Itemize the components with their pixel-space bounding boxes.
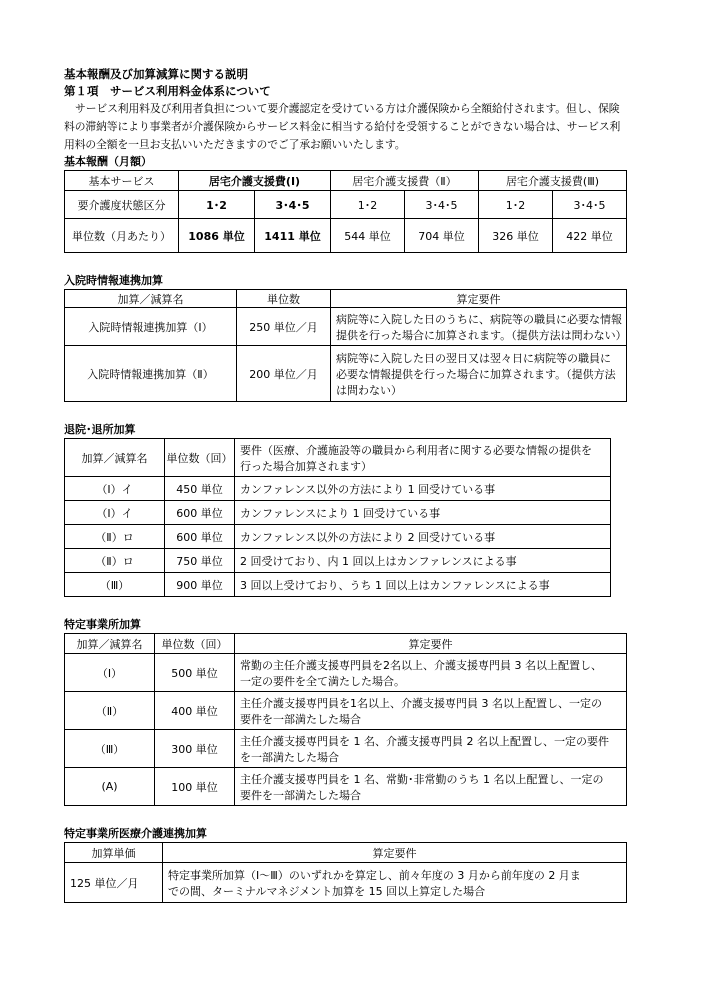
addition-units: 100 単位	[155, 768, 235, 806]
service-label: 基本サービス	[65, 171, 179, 191]
requirement-line: 主任介護支援専門員を 1 名、介護支援専門員 2 名以上配置し、一定の要件	[240, 734, 609, 748]
requirement-line: 病院等に入院した日の翌日又は翌々日に病院等の職員に	[336, 351, 611, 365]
document-title: 基本報酬及び加算減算に関する説明	[64, 67, 248, 81]
addition-name: (A)	[65, 768, 155, 806]
requirement-line: 病院等に入院した日のうちに、病院等の職員に必要な情報	[336, 312, 622, 326]
level-cell: 1･2	[479, 191, 553, 219]
header-cell	[235, 439, 611, 477]
requirement-line: 要件を一部満たした場合	[240, 788, 361, 802]
addition-name: （Ⅰ）	[65, 654, 155, 692]
addition-units: 125 単位／月	[65, 863, 163, 903]
units-cell: 422 単位	[553, 219, 627, 253]
addition-requirement: 3 回以上受けており、うち 1 回以上はカンファレンスによる事	[235, 573, 611, 597]
level-cell: 3･4･5	[553, 191, 627, 219]
requirement-line: 提供を行った場合に加算されます。（提供方法は問わない）	[336, 328, 627, 342]
requirement-line: を一部満たした場合	[240, 750, 339, 764]
addition-requirement: カンファレンス以外の方法により 1 回受けている事	[235, 477, 611, 501]
service-type-1: 居宅介護支援費(Ⅰ)	[179, 171, 331, 191]
addition-name: （Ⅰ）イ	[65, 501, 165, 525]
requirement-line: 特定事業所加算（Ⅰ～Ⅲ）のいずれかを算定し、前々年度の 3 月から前年度の 2 月ま	[168, 868, 581, 882]
specific-heading: 特定事業所加算	[64, 618, 141, 631]
service-type-2: 居宅介護支援費（Ⅱ）	[331, 171, 479, 191]
discharge-heading: 退院･退所加算	[64, 423, 136, 436]
units-label: 単位数（月あたり）	[65, 219, 179, 253]
addition-units: 500 単位	[155, 654, 235, 692]
addition-requirement	[235, 730, 627, 768]
addition-units: 600 単位	[165, 525, 235, 549]
service-type-3: 居宅介護支援費(Ⅲ)	[479, 171, 627, 191]
header-cell: 加算単価	[65, 843, 163, 863]
addition-requirement: カンファレンス以外の方法により 2 回受けている事	[235, 525, 611, 549]
level-cell: 3･4･5	[405, 191, 479, 219]
header-cell: 単位数（回）	[155, 634, 235, 654]
requirement-line: 要件を一部満たした場合	[240, 712, 361, 726]
level-cell: 1･2	[331, 191, 405, 219]
basic-fee-heading: 基本報酬（月額）	[64, 155, 152, 168]
header-cell: 加算／減算名	[65, 290, 237, 308]
addition-name: 入院時情報連携加算（Ⅰ）	[65, 308, 237, 346]
requirement-line: 主任介護支援専門員を1名以上、介護支援専門員 3 名以上配置し、一定の	[240, 696, 602, 710]
header-line: 行った場合加算されます）	[240, 459, 372, 473]
addition-requirement	[331, 308, 627, 346]
addition-units: 250 単位／月	[237, 308, 331, 346]
intro-paragraph: サービス利用料及び利用者負担について要介護認定を受けている方は介護保険から全額給付されます。但し、保険料の滞納等により事業者が介護保険からサービス料金に相当する給付を受領することができない場合は、サービス利用料の全額を一旦お支払いいただきますのでご了承お願いいたします。	[64, 102, 621, 151]
header-line: 要件（医療、介護施設等の職員から利用者に関する必要な情報の提供を	[240, 443, 592, 457]
units-cell: 1086 単位	[179, 219, 255, 253]
header-cell: 算定要件	[235, 634, 627, 654]
document-page	[64, 66, 626, 903]
addition-name: （Ⅲ）	[65, 573, 165, 597]
addition-units: 750 単位	[165, 549, 235, 573]
requirement-line: 常勤の主任介護支援専門員を2名以上、介護支援専門員 3 名以上配置し、	[240, 658, 602, 672]
admission-heading: 入院時情報連携加算	[64, 274, 163, 287]
addition-requirement	[235, 692, 627, 730]
requirement-line: 一定の要件を全て満たした場合。	[240, 674, 405, 688]
addition-requirement	[235, 654, 627, 692]
header-cell: 算定要件	[331, 290, 627, 308]
header-cell: 単位数	[237, 290, 331, 308]
addition-requirement	[331, 346, 627, 402]
addition-name: （Ⅱ）ロ	[65, 525, 165, 549]
addition-units: 300 単位	[155, 730, 235, 768]
requirement-line: 主任介護支援専門員を 1 名、常勤･非常勤のうち 1 名以上配置し、一定の	[240, 772, 604, 786]
requirement-line: 必要な情報提供を行った場合に加算されます。（提供方法	[336, 367, 616, 381]
addition-units: 900 単位	[165, 573, 235, 597]
section-heading: 第１項 サービス利用料金体系について	[64, 84, 271, 98]
header-cell: 単位数（回）	[165, 439, 235, 477]
discharge-table	[64, 438, 611, 597]
medical-heading: 特定事業所医療介護連携加算	[64, 827, 207, 840]
basic-fee-table	[64, 170, 627, 253]
addition-requirement	[235, 768, 627, 806]
header-cell: 加算／減算名	[65, 634, 155, 654]
level-label: 要介護度状態区分	[65, 191, 179, 219]
medical-table	[64, 842, 627, 903]
addition-name: 入院時情報連携加算（Ⅱ）	[65, 346, 237, 402]
addition-name: （Ⅰ）イ	[65, 477, 165, 501]
addition-name: （Ⅱ）ロ	[65, 549, 165, 573]
addition-name: （Ⅲ）	[65, 730, 155, 768]
units-cell: 704 単位	[405, 219, 479, 253]
header-cell: 加算／減算名	[65, 439, 165, 477]
addition-units: 200 単位／月	[237, 346, 331, 402]
addition-requirement: 2 回受けており、内 1 回以上はカンファレンスによる事	[235, 549, 611, 573]
header-cell: 算定要件	[163, 843, 627, 863]
level-cell: 1･2	[179, 191, 255, 219]
admission-table	[64, 289, 627, 402]
level-cell: 3･4･5	[255, 191, 331, 219]
requirement-line: は問わない）	[336, 383, 402, 397]
addition-units: 400 単位	[155, 692, 235, 730]
units-cell: 1411 単位	[255, 219, 331, 253]
requirement-line: での間、ターミナルマネジメント加算を 15 回以上算定した場合	[168, 884, 486, 898]
units-cell: 326 単位	[479, 219, 553, 253]
specific-table	[64, 633, 627, 806]
addition-units: 600 単位	[165, 501, 235, 525]
addition-requirement: カンファレンスにより 1 回受けている事	[235, 501, 611, 525]
addition-name: （Ⅱ）	[65, 692, 155, 730]
addition-requirement	[163, 863, 627, 903]
units-cell: 544 単位	[331, 219, 405, 253]
addition-units: 450 単位	[165, 477, 235, 501]
